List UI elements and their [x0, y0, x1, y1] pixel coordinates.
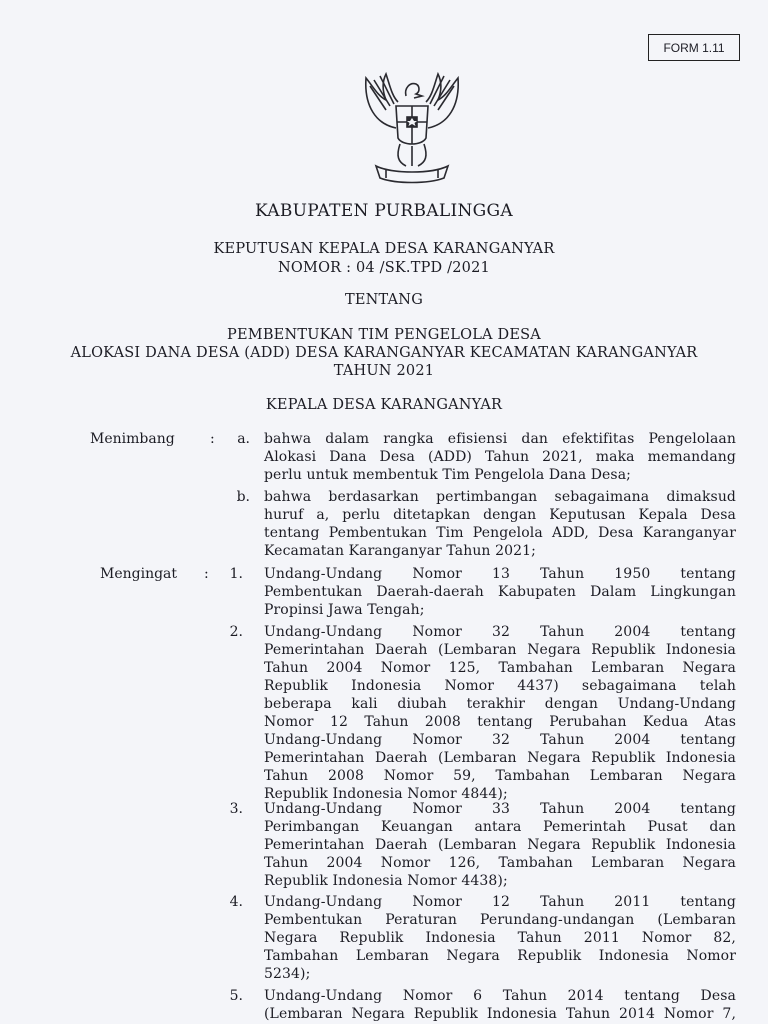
text-line: Undang-Undang Nomor 13 Tahun 1950 tentang — [264, 566, 736, 582]
form-number-box — [648, 34, 740, 61]
kepala-desa-title: KEPALA DESA KARANGANYAR — [265, 397, 503, 413]
text-line: Undang-Undang Nomor 33 Tahun 2004 tentang — [264, 801, 736, 817]
subject-line-1: PEMBENTUKAN TIM PENGELOLA DESA — [227, 327, 541, 343]
form-number-label: FORM 1.11 — [663, 40, 725, 55]
garuda-emblem-icon — [356, 66, 468, 184]
text-line: Pemerintahan Daerah (Lembaran Negara Republik Indonesia — [264, 750, 736, 766]
text-line: bahwa dalam rangka efisiensi dan efektifitas Pengelolaan — [264, 431, 736, 447]
text-line: Republik Indonesia Nomor 4437) sebagaimana telah — [264, 678, 736, 694]
menimbang-colon: : — [210, 431, 215, 447]
keputusan-title: KEPUTUSAN KEPALA DESA KARANGANYAR — [213, 241, 555, 257]
text-line: Nomor 12 Tahun 2008 tentang Perubahan Kedua Atas — [264, 714, 736, 730]
mengingat-item-2 — [264, 623, 736, 803]
text-line: Undang-Undang Nomor 6 Tahun 2014 tentang Desa — [264, 988, 736, 1004]
menimbang-item-b — [264, 488, 736, 560]
text-line: Republik Indonesia Nomor 4844); — [264, 786, 508, 802]
subject-line-2: ALOKASI DANA DESA (ADD) DESA KARANGANYAR KECAMATAN KARANGANYAR — [70, 345, 698, 361]
mengingat-item-5 — [264, 987, 736, 1023]
text-line: Republik Indonesia Nomor 4438); — [264, 873, 508, 889]
text-line: Tahun 2008 Nomor 59, Tambahan Lembaran Negara — [264, 768, 736, 784]
text-line: Alokasi Dana Desa (ADD) Tahun 2021, maka memandang — [264, 449, 736, 465]
mengingat-item-3 — [264, 800, 736, 890]
menimbang-marker-b: b. — [236, 489, 250, 505]
nomor-line: NOMOR : 04 /SK.TPD /2021 — [278, 260, 490, 276]
menimbang-marker-a: a. — [237, 431, 250, 447]
text-line: Propinsi Jawa Tengah; — [264, 602, 425, 618]
text-line: Perimbangan Keuangan antara Pemerintah Pusat dan — [264, 819, 736, 835]
mengingat-item-4 — [264, 893, 736, 983]
text-line: Undang-Undang Nomor 32 Tahun 2004 tentang — [264, 624, 736, 640]
text-line: Negara Republik Indonesia Tahun 2011 Nomor 82, — [264, 930, 736, 946]
mengingat-marker-4: 4. — [229, 894, 243, 910]
subject-line-3: TAHUN 2021 — [333, 363, 435, 379]
text-line: Kecamatan Karanganyar Tahun 2021; — [264, 543, 536, 559]
text-line: Pemerintahan Daerah (Lembaran Negara Republik Indonesia — [264, 642, 736, 658]
text-line: Tahun 2004 Nomor 126, Tambahan Lembaran Negara — [264, 855, 736, 871]
tentang-label: TENTANG — [345, 292, 423, 308]
text-line: Pembentukan Peraturan Perundang-undangan (Lembaran — [264, 912, 736, 928]
menimbang-label: Menimbang — [90, 431, 175, 447]
text-line: Tambahan Lembaran Negara Republik Indonesia Nomor — [264, 948, 736, 964]
mengingat-marker-5: 5. — [229, 988, 243, 1004]
text-line: Undang-Undang Nomor 12 Tahun 2011 tentang — [264, 894, 736, 910]
text-line: bahwa berdasarkan pertimbangan sebagaimana dimaksud — [264, 489, 736, 505]
menimbang-item-a — [264, 430, 736, 484]
text-line: tentang Pembentukan Tim Pengelola ADD, Desa Karanganyar — [264, 525, 736, 541]
mengingat-marker-2: 2. — [229, 624, 243, 640]
text-line: beberapa kali diubah terakhir dengan Undang-Undang — [264, 696, 736, 712]
text-line: huruf a, perlu ditetapkan dengan Keputusan Kepala Desa — [264, 507, 736, 523]
text-line: Tahun 2004 Nomor 125, Tambahan Lembaran Negara — [264, 660, 736, 676]
mengingat-marker-3: 3. — [229, 801, 243, 817]
mengingat-colon: : — [204, 566, 209, 582]
mengingat-item-1 — [264, 565, 736, 619]
text-line: Pemerintahan Daerah (Lembaran Negara Republik Indonesia — [264, 837, 736, 853]
text-line: (Lembaran Negara Republik Indonesia Tahun 2014 Nomor 7, — [264, 1006, 736, 1022]
text-line: perlu untuk membentuk Tim Pengelola Dana Desa; — [264, 467, 631, 483]
kabupaten-title: KABUPATEN PURBALINGGA — [254, 201, 513, 221]
mengingat-label: Mengingat — [100, 566, 178, 582]
mengingat-marker-1: 1. — [229, 566, 243, 582]
text-line: 5234); — [264, 966, 311, 982]
text-line: Undang-Undang Nomor 32 Tahun 2004 tentang — [264, 732, 736, 748]
text-line: Pembentukan Daerah-daerah Kabupaten Dalam Lingkungan — [264, 584, 736, 600]
